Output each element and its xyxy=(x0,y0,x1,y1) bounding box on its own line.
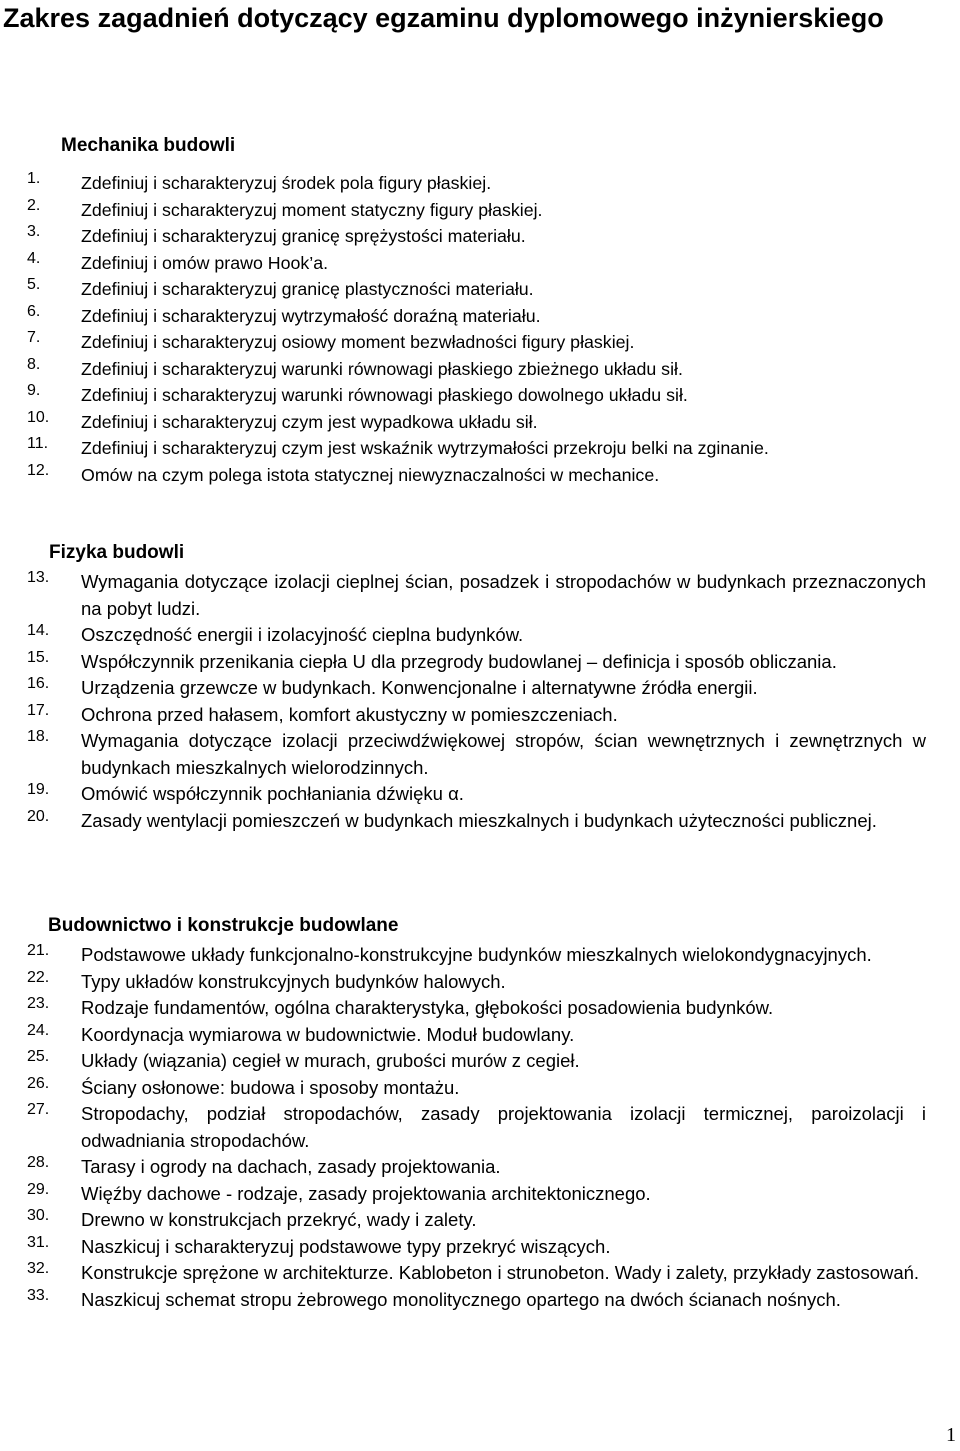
section-fizyka xyxy=(0,541,960,834)
item-number: 27. xyxy=(27,1101,50,1118)
item-text: Urządzenia grzewcze w budynkach. Konwencjonalne i alternatywne źródła energii. xyxy=(81,677,758,698)
item-text: Ściany osłonowe: budowa i sposoby montażu. xyxy=(81,1076,460,1098)
item-number: 26. xyxy=(27,1074,50,1092)
item-text: Układy (wiązania) cegieł w murach, grubości murów z cegieł. xyxy=(81,1050,580,1071)
item-text: Zdefiniuj i scharakteryzuj warunki równowagi płaskiego zbieżnego układu sił. xyxy=(81,358,683,379)
item-number: 30. xyxy=(27,1207,50,1224)
item-number: 16. xyxy=(27,675,50,692)
list-item xyxy=(0,622,960,649)
list-item xyxy=(0,1207,960,1234)
item-text: Stropodachy, podział stropodachów, zasady projektowania izolacji termicznej, paroizolacji i odwadniania stropodachów. xyxy=(81,1103,926,1151)
list-item xyxy=(0,942,960,969)
list-item xyxy=(0,675,960,702)
section-heading: Mechanika budowli xyxy=(61,135,236,156)
item-number: 32. xyxy=(27,1260,50,1277)
section-heading: Budownictwo i konstrukcje budowlane xyxy=(48,915,399,936)
item-number: 11. xyxy=(27,435,49,452)
item-number: 33. xyxy=(27,1286,50,1304)
list-item xyxy=(0,250,960,277)
item-number: 31. xyxy=(27,1233,50,1251)
item-number: 7. xyxy=(27,329,41,346)
list-item xyxy=(0,1260,960,1287)
item-text: Zasady wentylacji pomieszczeń w budynkach mieszkalnych i budynkach użyteczności publicznej. xyxy=(81,809,877,831)
item-text: Rodzaje fundamentów, ogólna charakterystyka, głębokości posadowienia budynków. xyxy=(81,997,774,1018)
item-number: 15. xyxy=(27,648,50,666)
item-number: 12. xyxy=(27,461,50,479)
item-number: 25. xyxy=(27,1048,50,1065)
item-number: 24. xyxy=(27,1021,50,1039)
list-item xyxy=(0,1234,960,1261)
list-item xyxy=(0,462,960,489)
item-number: 29. xyxy=(27,1180,50,1198)
item-text: Zdefiniuj i scharakteryzuj granicę sprężystości materiału. xyxy=(81,226,526,246)
item-number: 6. xyxy=(27,302,41,320)
section-budownictwo xyxy=(0,914,960,1313)
item-number: 21. xyxy=(27,942,50,959)
list-item xyxy=(0,356,960,383)
list-item xyxy=(0,276,960,303)
item-number: 1. xyxy=(27,170,41,187)
item-text: Typy układów konstrukcyjnych budynków halowych. xyxy=(81,970,506,992)
item-number: 10. xyxy=(27,408,50,426)
item-text: Naszkicuj i scharakteryzuj podstawowe typy przekryć wiszących. xyxy=(81,1235,611,1257)
item-list xyxy=(0,942,960,1313)
list-item xyxy=(0,1022,960,1049)
list-item xyxy=(0,728,960,781)
item-number: 3. xyxy=(27,223,41,240)
item-text: Konstrukcje sprężone w architekturze. Kablobeton i strunobeton. Wady i zalety, przykłady zastosowań. xyxy=(81,1262,920,1283)
list-item xyxy=(0,303,960,330)
section-mechanika xyxy=(0,134,960,488)
item-text: Wymagania dotyczące izolacji cieplnej ścian, posadzek i stropodachów w budynkach przeznaczonych na pobyt ludzi. xyxy=(81,571,926,619)
list-item xyxy=(0,1181,960,1208)
list-item xyxy=(0,329,960,356)
list-item xyxy=(0,1048,960,1075)
item-text: Omów na czym polega istota statycznej niewyznaczalności w mechanice. xyxy=(81,464,660,485)
item-text: Podstawowe układy funkcjonalno-konstrukcyjne budynków mieszkalnych wielokondygnacyjnych. xyxy=(81,944,872,965)
list-item xyxy=(0,223,960,250)
item-number: 9. xyxy=(27,382,41,399)
item-number: 13. xyxy=(27,569,50,586)
page-title: Zakres zagadnień dotyczący egzaminu dyplomowego inżynierskiego xyxy=(3,3,884,33)
item-number: 2. xyxy=(27,196,41,214)
list-item xyxy=(0,1101,960,1154)
item-number: 18. xyxy=(27,728,50,745)
item-number: 23. xyxy=(27,995,50,1012)
list-item xyxy=(0,702,960,729)
list-item xyxy=(0,1075,960,1102)
item-text: Drewno w konstrukcjach przekryć, wady i zalety. xyxy=(81,1209,477,1230)
item-text: Współczynnik przenikania ciepła U dla przegrody budowlanej – definicja i sposób obliczania. xyxy=(81,650,837,672)
item-number: 8. xyxy=(27,355,41,373)
item-list xyxy=(0,569,960,834)
item-text: Oszczędność energii i izolacyjność cieplna budynków. xyxy=(81,624,524,645)
page-number: 1 xyxy=(946,1424,956,1446)
list-item xyxy=(0,1154,960,1181)
list-item xyxy=(0,197,960,224)
list-item xyxy=(0,781,960,808)
item-text: Ochrona przed hałasem, komfort akustyczny w pomieszczeniach. xyxy=(81,703,618,725)
item-number: 28. xyxy=(27,1154,50,1171)
list-item xyxy=(0,409,960,436)
item-text: Tarasy i ogrody na dachach, zasady projektowania. xyxy=(81,1156,501,1177)
item-text: Zdefiniuj i omów prawo Hook’a. xyxy=(81,252,329,273)
list-item xyxy=(0,382,960,409)
item-text: Zdefiniuj i scharakteryzuj osiowy moment bezwładności figury płaskiej. xyxy=(81,332,635,352)
item-text: Zdefiniuj i scharakteryzuj czym jest wskaźnik wytrzymałości przekroju belki na zginanie. xyxy=(81,438,769,458)
item-text: Zdefiniuj i scharakteryzuj warunki równowagi płaskiego dowolnego układu sił. xyxy=(81,385,688,405)
item-number: 17. xyxy=(27,701,50,719)
item-text: Więźby dachowe - rodzaje, zasady projektowania architektonicznego. xyxy=(81,1182,651,1204)
item-text: Zdefiniuj i scharakteryzuj wytrzymałość doraźną materiału. xyxy=(81,305,541,326)
section-heading: Fizyka budowli xyxy=(49,542,185,563)
item-text: Zdefiniuj i scharakteryzuj czym jest wypadkowa układu sił. xyxy=(81,411,538,432)
list-item xyxy=(0,1287,960,1314)
item-text: Koordynacja wymiarowa w budownictwie. Moduł budowlany. xyxy=(81,1023,575,1045)
item-text: Naszkicuj schemat stropu żebrowego monolitycznego opartego na dwóch ścianach nośnych. xyxy=(81,1288,841,1310)
item-number: 22. xyxy=(27,968,50,986)
item-number: 20. xyxy=(27,807,50,825)
item-text: Omówić współczynnik pochłaniania dźwięku α. xyxy=(81,783,464,804)
item-number: 19. xyxy=(27,781,50,798)
list-item xyxy=(0,170,960,197)
item-text: Zdefiniuj i scharakteryzuj środek pola figury płaskiej. xyxy=(81,173,492,193)
item-text: Zdefiniuj i scharakteryzuj granicę plastyczności materiału. xyxy=(81,279,534,299)
item-number: 4. xyxy=(27,249,41,267)
list-item xyxy=(0,995,960,1022)
list-item xyxy=(0,435,960,462)
list-item xyxy=(0,649,960,676)
list-item xyxy=(0,569,960,622)
item-text: Wymagania dotyczące izolacji przeciwdźwiękowej stropów, ścian wewnętrznych i zewnętrznych w budynkach mieszkalnych wielorodzinnych. xyxy=(81,730,926,778)
item-number: 14. xyxy=(27,622,50,639)
list-item xyxy=(0,969,960,996)
list-item xyxy=(0,808,960,835)
item-number: 5. xyxy=(27,276,41,293)
item-text: Zdefiniuj i scharakteryzuj moment statyczny figury płaskiej. xyxy=(81,199,543,220)
item-list xyxy=(0,170,960,488)
